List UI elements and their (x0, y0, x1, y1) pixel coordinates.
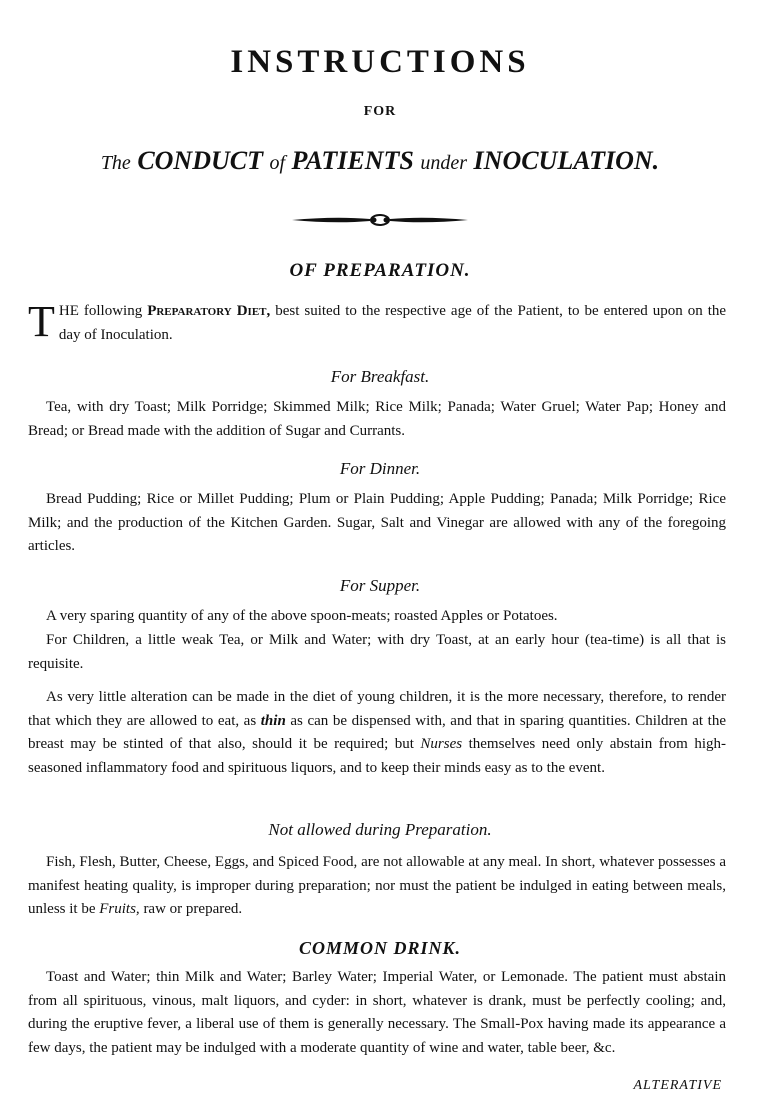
children-note-2: as can be dispensed with, and that in sparing quantities. Children at the breast may be stinted of that also, should it be required; but (28, 712, 726, 752)
dinner-heading: For Dinner. (339, 459, 421, 478)
subtitle-inoculation: INOCULATION. (473, 146, 660, 175)
subtitle-of: of (269, 152, 286, 174)
breakfast-text: Tea, with dry Toast; Milk Porridge; Skimmed Milk; Rice Milk; Panada; Water Gruel; Water Pap; Honey and Bread; or Bread made with the addition of Sugar and Currants. (28, 399, 726, 439)
ornament-divider (290, 210, 470, 230)
common-drink-text: Toast and Water; thin Milk and Water; Barley Water; Imperial Water, or Lemonade. The patient must abstain from all spirituous, vinous, malt liquors, and cyder: in short, whatever is drank, must be perfectly cooling; and, during the eruptive fever, a liberal use of them is generally necessary. The Small-Pox having made its appearance a few days, the patient may be indulged with a moderate quantity of wine and water, table beer, &c. (28, 969, 726, 1056)
not-allowed-text-2: raw or prepared. (143, 901, 243, 917)
intro-text-1: HE following (58, 303, 143, 319)
children-note (28, 686, 726, 780)
subtitle-under: under (420, 152, 468, 174)
children-note-3: themselves need only abstain from high-seasoned inflammatory food and spirituous liquors, and to keep their minds easy as to the event. (28, 736, 727, 776)
intro-text-2: best suited to the respective age of the Patient, to be entered upon on the day of Inoculation. (58, 303, 727, 343)
drop-cap: T (28, 297, 55, 346)
subtitle-the: The (100, 152, 131, 174)
title-for: FOR (363, 104, 397, 119)
common-drink-heading: COMMON DRINK. (298, 938, 462, 958)
not-allowed-fruits: Fruits, (99, 901, 140, 917)
page-subtitle (0, 146, 760, 176)
subtitle-conduct: CONDUCT (137, 146, 263, 175)
intro-paragraph (28, 297, 727, 347)
children-note-thin: thin (260, 712, 286, 729)
not-allowed-text (28, 851, 726, 922)
subtitle-patients: PATIENTS (291, 146, 414, 175)
dinner-text: Bread Pudding; Rice or Millet Pudding; Plum or Plain Pudding; Apple Pudding; Panada; Milk Porridge; Rice Milk; and the production of the Kitchen Garden. Sugar, Salt and Vinegar are allowed with any of the foregoing articles. (28, 491, 726, 554)
catchword: ALTERATIVE (633, 1078, 722, 1093)
children-note-nurses: Nurses (420, 736, 463, 752)
breakfast-heading: For Breakfast. (330, 367, 430, 386)
supper-text-1: A very sparing quantity of any of the above spoon-meats; roasted Apples or Potatoes. (46, 608, 558, 624)
not-allowed-heading: Not allowed during Preparation. (268, 820, 492, 839)
page-title: INSTRUCTIONS (230, 44, 530, 80)
preparation-heading: OF PREPARATION. (289, 260, 471, 281)
not-allowed-text-1: Fish, Flesh, Butter, Cheese, Eggs, and Spiced Food, are not allowable at any meal. In short, whatever possesses a manifest heating quality, is improper during preparation; nor must the patient be indulged in eating between meals, unless it be (28, 854, 726, 917)
children-note-1: As very little alteration can be made in the diet of young children, it is the more necessary, therefore, to render that which they are allowed to eat, as (28, 689, 726, 729)
supper-heading: For Supper. (339, 576, 421, 595)
supper-text-2: For Children, a little weak Tea, or Milk and Water; with dry Toast, at an early hour (tea-time) is all that is requisite. (28, 632, 726, 672)
intro-smallcaps: Preparatory Diet, (147, 303, 271, 319)
